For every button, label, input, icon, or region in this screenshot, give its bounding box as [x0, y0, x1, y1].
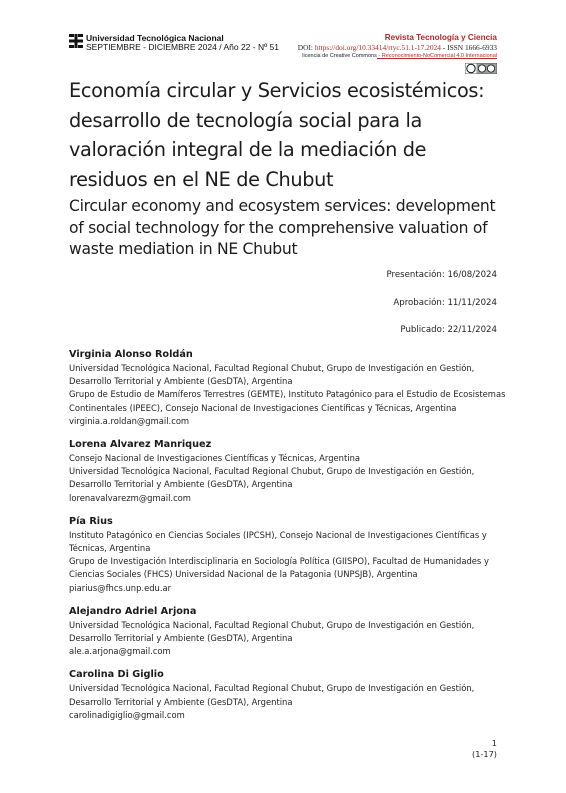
license-line	[298, 52, 497, 62]
author-affiliation: Ciencias Sociales (FHCS) Universidad Nacional de la Patagonia (UNPSJB), Argentina	[69, 569, 418, 580]
author-name: Alejandro Adriel Arjona	[69, 605, 197, 617]
author-affiliation: Consejo Nacional de Investigaciones Científicas y Técnicas, Argentina	[69, 453, 361, 464]
author-affiliation: Grupo de Estudio de Mamíferos Terrestres (GEMTE), Instituto Patagónico para el Estudio de Ecosistemas	[69, 389, 506, 400]
title-english: Circular economy and ecosystem services: development of social technology for the comprehensive valuation of waste mediation in NE Chubut	[69, 197, 496, 258]
author-name: Pía Rius	[69, 515, 113, 527]
license-link[interactable]: - Reconocimiento-NoComercial 4.0 Internacional	[376, 53, 497, 59]
author-name: Virginia Alonso Roldán	[69, 349, 193, 360]
author-email[interactable]: ale.a.arjona@gmail.com	[69, 646, 171, 657]
date-approved: Aprobación: 11/11/2024	[393, 297, 497, 308]
dates	[387, 270, 498, 353]
author-email[interactable]: carolinadigiglio@gmail.com	[69, 709, 185, 720]
author-block	[69, 515, 509, 595]
author-name: Carolina Di Giglio	[69, 669, 164, 681]
author-block	[69, 605, 509, 659]
university-name: Universidad Tecnológica Nacional	[86, 33, 224, 43]
date-published: Publicado: 22/11/2024	[400, 325, 497, 335]
journal-name: Revista Tecnología y Ciencia	[384, 33, 497, 42]
author-email[interactable]: piarius@fhcs.unp.edu.ar	[69, 582, 172, 593]
author-affiliation: Grupo de Investigación Interdisciplinaria en Sociología Política (GIISPO), Facultad de Humanidades y	[69, 556, 489, 567]
license-prefix: licencia de Creative Commons	[302, 53, 377, 59]
header-right	[298, 33, 497, 74]
author-block	[69, 438, 509, 505]
issue-info: SEPTIEMBRE - DICIEMBRE 2024 / Año 22 - Nº 51	[86, 42, 280, 52]
author-email[interactable]: virginia.a.roldan@gmail.com	[69, 415, 190, 426]
cc-license-badge-icon[interactable]	[465, 63, 497, 74]
author-email[interactable]: lorenavalvarezm@gmail.com	[69, 492, 191, 503]
author-affiliation: Desarrollo Territorial y Ambiente (GesDTA), Argentina	[69, 376, 293, 387]
author-block	[69, 668, 509, 722]
author-affiliation: Universidad Tecnológica Nacional, Facultad Regional Chubut, Grupo de Investigación en Gestión,	[69, 466, 475, 477]
doi-label: DOI:	[297, 42, 313, 52]
author-affiliation: Desarrollo Territorial y Ambiente (GesDTA), Argentina	[69, 479, 293, 490]
author-affiliation: Instituto Patagónico en Ciencias Sociales (IPCSH), Consejo Nacional de Investigaciones Científicas y	[69, 529, 487, 540]
author-affiliation: Continentales (IPEEC), Consejo Nacional de Investigaciones Científicas y Técnicas, Argentina	[69, 402, 457, 413]
issn: - ISSN 1666-6933	[440, 42, 497, 52]
author-name: Lorena Alvarez Manriquez	[69, 439, 212, 451]
author-affiliation: Técnicas, Argentina	[69, 543, 151, 554]
page-range: (1-17)	[472, 749, 497, 759]
author-affiliation: Universidad Tecnológica Nacional, Facultad Regional Chubut, Grupo de Investigación en Gestión,	[69, 683, 475, 694]
title-spanish: Economía circular y Servicios ecosistémicos: desarrollo de tecnología social para la valoración integral de la mediación de residuos en el NE de Chubut	[69, 79, 485, 191]
author-affiliation: Universidad Tecnológica Nacional, Facultad Regional Chubut, Grupo de Investigación en Gestión,	[69, 363, 475, 373]
author-list	[69, 348, 509, 732]
page-number: 1	[491, 738, 497, 748]
utn-logo-icon	[69, 34, 83, 48]
header-left	[69, 34, 279, 52]
author-affiliation: Universidad Tecnológica Nacional, Facultad Regional Chubut, Grupo de Investigación en Gestión,	[69, 619, 475, 630]
author-block	[69, 348, 509, 428]
author-affiliation: Desarrollo Territorial y Ambiente (GesDTA), Argentina	[69, 696, 293, 707]
doi-line	[298, 43, 497, 53]
author-affiliation: Desarrollo Territorial y Ambiente (GesDTA), Argentina	[69, 633, 293, 644]
doi-link[interactable]: https://doi.org/10.33414/rtyc.51.1-17.2024	[314, 42, 441, 52]
date-presented: Presentación: 16/08/2024	[386, 270, 497, 280]
page-footer	[472, 738, 497, 760]
